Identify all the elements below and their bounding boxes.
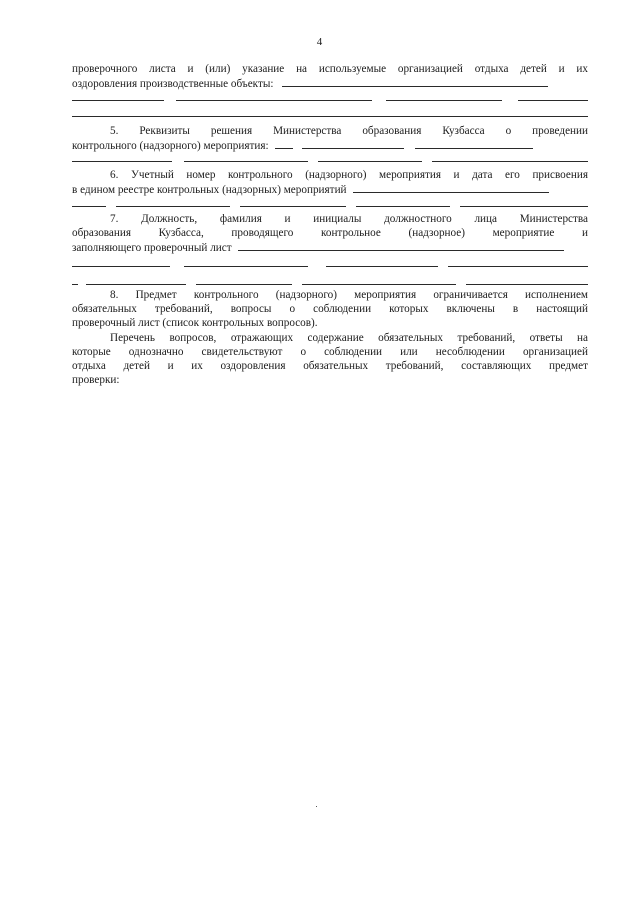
item7-line-3-text: заполняющего проверочный лист <box>72 242 232 254</box>
item7-line-2: образования Кузбасса, проводящего контрольное (надзорное) мероприятие и <box>72 227 588 239</box>
decision-fill-a[interactable] <box>275 138 293 149</box>
objects-fill-line[interactable] <box>282 76 548 87</box>
item7-line-1: 7. Должность, фамилия и инициалы должностного лица Министерства <box>110 213 588 225</box>
inspector-rule-row-1[interactable] <box>72 262 588 268</box>
registry-fill-line[interactable] <box>353 182 549 193</box>
item5-line-1: 5. Реквизиты решения Министерства образования Кузбасса о проведении <box>110 125 588 137</box>
scan-speck <box>316 806 317 807</box>
item6-line-2-text: в едином реестре контрольных (надзорных) мероприятий <box>72 184 347 196</box>
registry-rule-row[interactable] <box>72 202 588 208</box>
item8-line-2: обязательных требований, вопросы о соблюдении которых включены в настоящий <box>72 303 588 315</box>
item8-line-1: 8. Предмет контрольного (надзорного) мероприятия ограничивается исполнением <box>110 289 588 301</box>
objects-rule-row-1[interactable] <box>72 96 588 102</box>
list-intro-line-3: отдыха детей и их оздоровления обязательных требований, составляющих предмет <box>72 360 588 372</box>
item5-line-2 <box>72 138 588 153</box>
inspector-fill-line[interactable] <box>238 240 564 251</box>
page-number: 4 <box>316 36 323 48</box>
item6-line-1: 6. Учетный номер контрольного (надзорного) мероприятия и дата его присвоения <box>110 169 588 181</box>
item8-line-3: проверочный лист (список контрольных вопросов). <box>72 317 318 329</box>
list-intro-line-1: Перечень вопросов, отражающих содержание обязательных требований, ответы на <box>110 332 588 344</box>
intro-line-2 <box>72 76 588 91</box>
intro-line-1: проверочного листа и (или) указание на используемые организацией отдыха детей и их <box>72 63 588 75</box>
item6-line-2 <box>72 182 588 197</box>
decision-rule-row[interactable] <box>72 157 588 163</box>
decision-fill-c[interactable] <box>415 138 533 149</box>
decision-fill-b[interactable] <box>302 138 404 149</box>
list-intro-line-4: проверки: <box>72 374 120 386</box>
objects-rule-row-2[interactable] <box>72 112 588 118</box>
inspector-rule-row-2[interactable] <box>72 280 588 286</box>
list-intro-line-2: которые однозначно свидетельствуют о соблюдении или несоблюдении организацией <box>72 346 588 358</box>
item7-line-3 <box>72 240 588 255</box>
item5-line-2-text: контрольного (надзорного) мероприятия: <box>72 140 269 152</box>
intro-line-2-text: оздоровления производственные объекты: <box>72 78 274 90</box>
